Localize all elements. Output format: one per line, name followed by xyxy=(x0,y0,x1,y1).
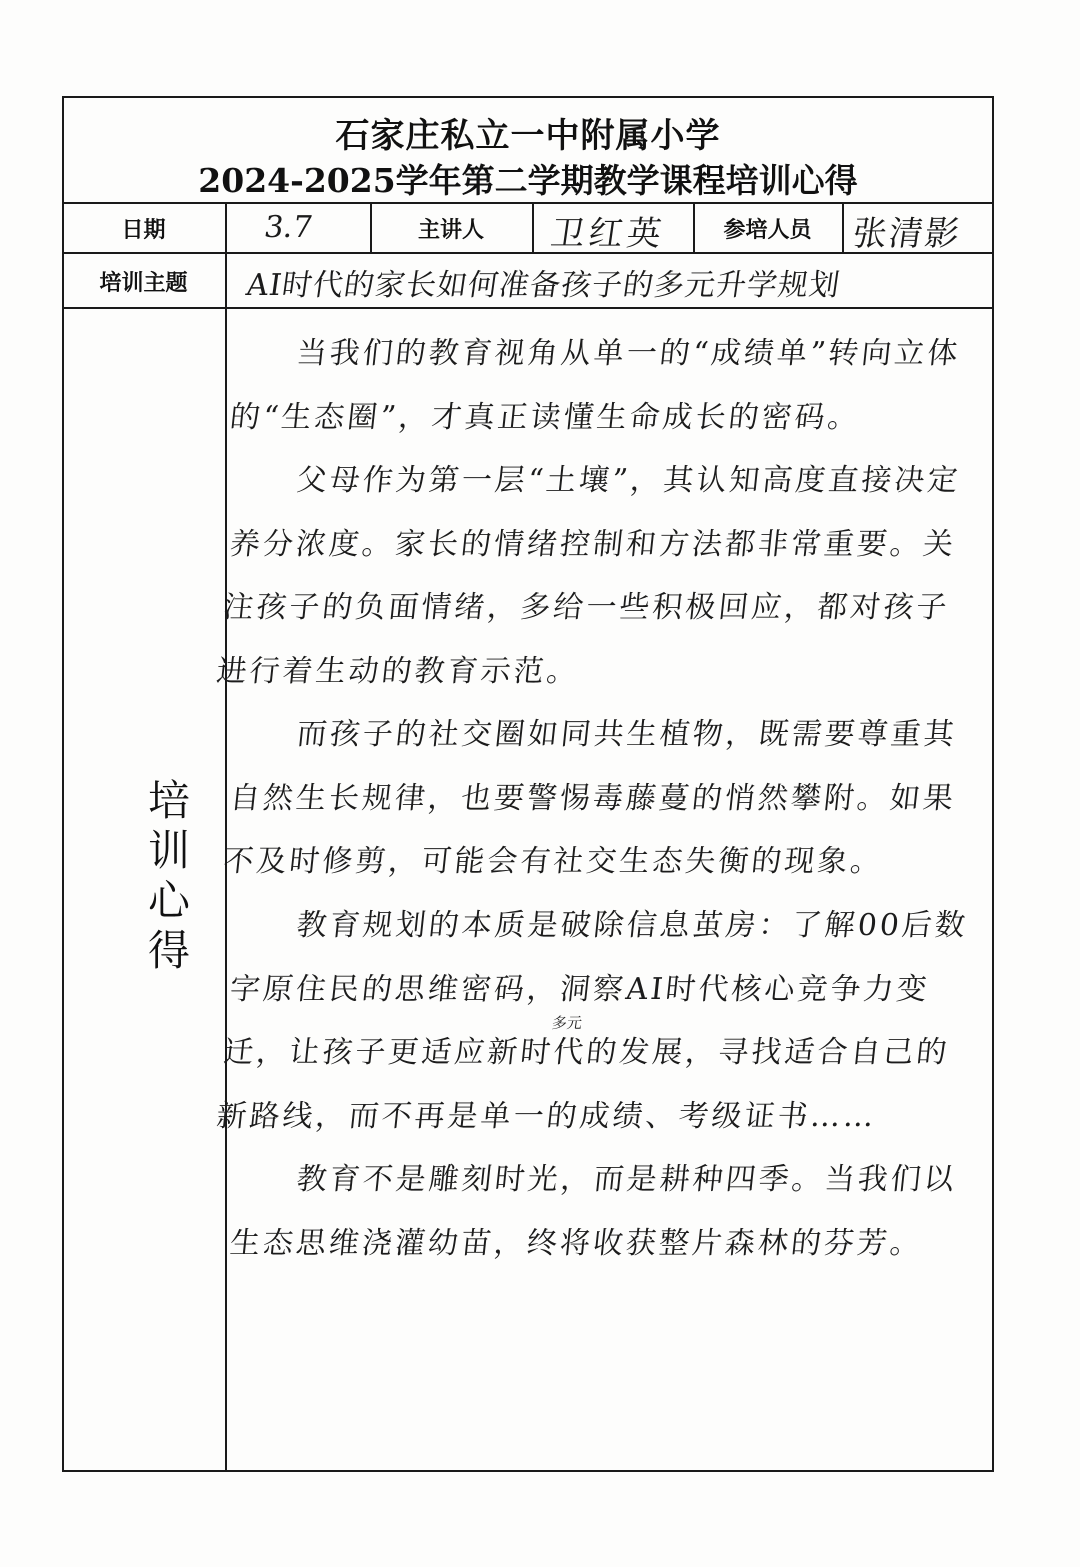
reflection-paragraph: 父母作为第一层“土壤”，其认知高度直接决定养分浓度。家长的情绪控制和方法都非常重要。关注孩子的负面情绪，多给一些积极回应，都对孩子进行着生动的教育示范。 xyxy=(214,463,963,689)
topic-row-divider xyxy=(62,307,994,309)
speaker-label-divider xyxy=(532,202,534,252)
header-divider xyxy=(62,202,994,204)
document-title: 2024-2025学年第二学期教学课程培训心得 xyxy=(198,161,858,200)
speaker-value: 卫红英 xyxy=(548,214,668,254)
participant-value: 张清影 xyxy=(850,214,964,254)
reflection-paragraph: 教育不是雕刻时光，而是耕种四季。当我们以生态思维浇灌幼苗，终将收获整片森林的芬芳。 xyxy=(228,1161,959,1260)
reflection-paragraph: 教育规划的本质是破除信息茧房：了解00后数字原住民的思维密码，洞察AI时代核心竞争力变迁，让孩子更适应新时代的发展，寻找适合自己的新路线，而不再是单一的成绩、考级证书…… xyxy=(214,907,970,1133)
speaker-label: 主讲人 xyxy=(417,218,484,243)
reflection-paragraph: 而孩子的社交圈如同共生植物，既需要尊重其自然生长规律，也要警惕毒藤蔓的悄然攀附。如果不及时修剪，可能会有社交生态失衡的现象。 xyxy=(221,717,959,879)
reflection-paragraph: 当我们的教育视角从单一的“成绩单”转向立体的“生态圈”，才真正读懂生命成长的密码。 xyxy=(228,336,963,435)
topic-value: AI时代的家长如何准备孩子的多元升学规划 xyxy=(244,268,843,303)
reflection-body xyxy=(214,322,985,1275)
reflection-label: 培训心得 xyxy=(142,778,191,978)
participant-label: 参培人员 xyxy=(723,218,812,243)
school-name: 石家庄私立一中附属小学 xyxy=(335,116,721,156)
insertion-note: 多元 xyxy=(550,1014,584,1032)
date-label: 日期 xyxy=(121,218,166,243)
participant-label-divider xyxy=(842,202,844,252)
date-value: 3.7 xyxy=(262,210,315,245)
topic-label: 培训主题 xyxy=(99,271,188,296)
